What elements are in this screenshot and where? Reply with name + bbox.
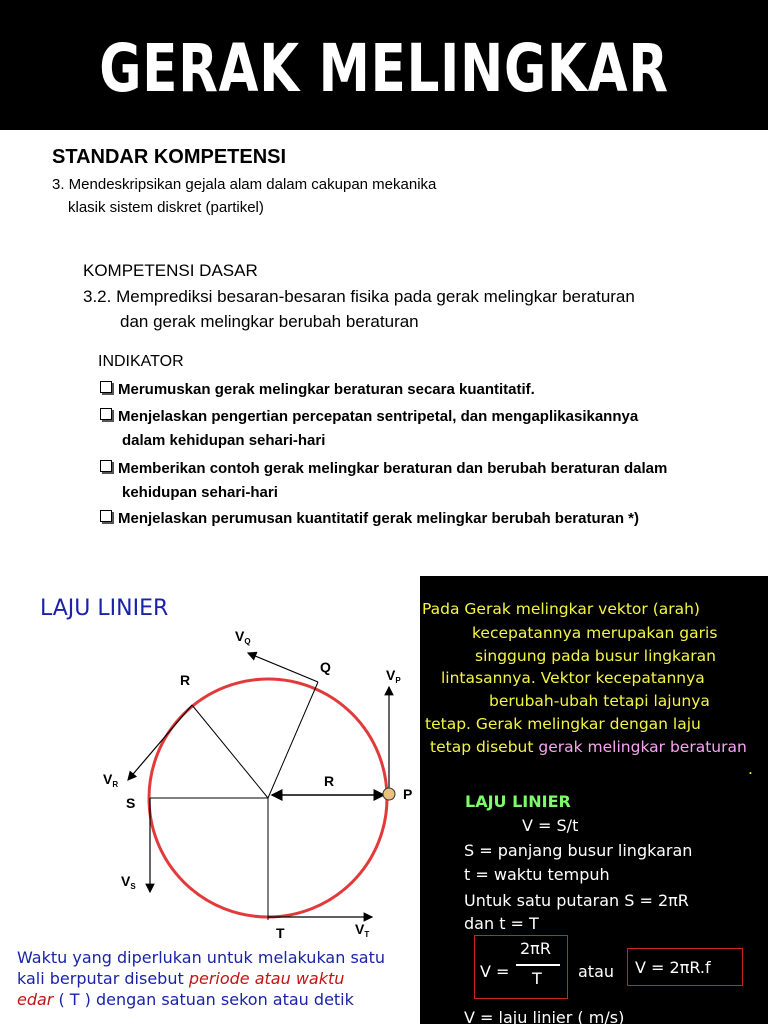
indikator-item-3-text: Memberikan contoh gerak melingkar beraturan dan berubah beraturan dalam	[118, 460, 668, 477]
indikator-item-2-cont: dalam kehidupan sehari-hari	[122, 432, 326, 449]
label-vt-sub: T	[364, 930, 370, 939]
right-para-line-7	[430, 738, 747, 756]
atau-text: atau	[578, 962, 615, 981]
right-laju-heading: LAJU LINIER	[465, 792, 571, 811]
indikator-item-4	[100, 510, 639, 527]
label-q: Q	[320, 659, 331, 675]
checkbox-icon	[100, 460, 112, 472]
label-vp-letter: V	[386, 667, 396, 683]
label-r-point: R	[180, 672, 191, 688]
label-vt	[355, 921, 369, 939]
periode-term: periode atau waktu	[188, 969, 345, 988]
bottom-text-line-1: Waktu yang diperlukan untuk melakukan satu	[17, 948, 386, 967]
gerak-melingkar-beraturan-term: gerak melingkar beraturan	[538, 738, 747, 756]
def-t: t = waktu tempuh	[464, 865, 610, 884]
bottom-text-line-2	[17, 969, 344, 988]
formula-1-numerator: 2πR	[520, 939, 551, 958]
label-vq	[235, 628, 251, 646]
radius-q	[268, 682, 318, 798]
indikator-item-1-text: Merumuskan gerak melingkar beraturan secara kuantitatif.	[118, 381, 535, 398]
label-vp-sub: P	[395, 676, 401, 685]
label-vr	[103, 771, 118, 789]
right-para-line-3: singgung pada busur lingkaran	[475, 647, 716, 665]
laju-linier-heading: LAJU LINIER	[40, 596, 169, 621]
right-para-line-6: tetap. Gerak melingkar dengan laju	[425, 715, 701, 733]
label-vr-sub: R	[112, 780, 119, 789]
label-vs-sub: S	[130, 882, 136, 891]
label-vr-letter: V	[103, 771, 113, 787]
bottom-text-line-2a: kali berputar disebut	[17, 969, 189, 988]
formula-1-denominator: T	[532, 969, 542, 988]
right-para-line-7a: tetap disebut	[430, 738, 539, 756]
bottom-text-line-3b: ( T ) dengan satuan sekon atau detik	[53, 990, 354, 1009]
label-vp	[386, 667, 401, 685]
slide-title: GERAK MELINGKAR	[99, 30, 669, 107]
edar-term: edar	[17, 990, 54, 1009]
checkbox-icon	[100, 381, 112, 393]
indikator-heading: INDIKATOR	[98, 353, 184, 370]
label-p: P	[403, 786, 413, 802]
label-vq-sub: Q	[244, 637, 251, 646]
def-putaran: Untuk satu putaran S = 2πR	[464, 891, 689, 910]
right-para-period: .	[748, 760, 753, 778]
def-v: V = laju linier ( m/s)	[464, 1008, 625, 1027]
label-t: T	[276, 925, 285, 941]
kompetensi-line-1: 3.2. Memprediksi besaran-besaran fisika pada gerak melingkar beraturan	[83, 287, 635, 306]
point-p-marker	[383, 788, 395, 800]
indikator-item-3-cont: kehidupan sehari-hari	[122, 484, 278, 501]
indikator-item-3	[100, 460, 667, 477]
label-vs	[121, 873, 136, 891]
checkbox-icon	[100, 408, 112, 420]
label-vq-letter: V	[235, 628, 245, 644]
label-vt-letter: V	[355, 921, 365, 937]
checkbox-icon	[100, 510, 112, 522]
formula-v-s-t: V = S/t	[522, 816, 579, 835]
standar-heading: STANDAR KOMPETENSI	[52, 146, 287, 168]
label-r-radius: R	[324, 773, 335, 789]
kompetensi-line-2: dan gerak melingkar berubah beraturan	[120, 312, 419, 331]
bottom-text-line-3	[17, 990, 354, 1009]
def-s: S = panjang busur lingkaran	[464, 841, 693, 860]
radius-r	[192, 705, 268, 798]
right-para-line-5: berubah-ubah tetapi lajunya	[489, 692, 710, 710]
indikator-item-1	[100, 381, 535, 398]
standar-line-2: klasik sistem diskret (partikel)	[68, 199, 264, 216]
fraction-bar	[516, 964, 560, 966]
indikator-item-2	[100, 408, 638, 425]
standar-line-1: 3. Mendeskripsikan gejala alam dalam cakupan mekanika	[52, 176, 437, 193]
circular-motion-diagram	[0, 570, 420, 950]
label-vs-letter: V	[121, 873, 131, 889]
right-para-line-2: kecepatannya merupakan garis	[472, 624, 718, 642]
vector-vr	[128, 705, 192, 780]
formula-2: V = 2πR.f	[635, 958, 711, 977]
indikator-item-2-text: Menjelaskan pengertian percepatan sentripetal, dan mengaplikasikannya	[118, 408, 639, 425]
indikator-item-4-text: Menjelaskan perumusan kuantitatif gerak melingkar berubah beraturan *)	[118, 510, 639, 527]
right-para-line-4: lintasannya. Vektor kecepatannya	[441, 669, 705, 687]
kompetensi-heading: KOMPETENSI DASAR	[83, 261, 258, 280]
formula-1-left: V =	[480, 962, 510, 981]
label-s: S	[126, 795, 136, 811]
def-t-period: dan t = T	[464, 914, 539, 933]
right-para-line-1: Pada Gerak melingkar vektor (arah)	[422, 600, 700, 618]
vector-vq	[248, 653, 318, 682]
